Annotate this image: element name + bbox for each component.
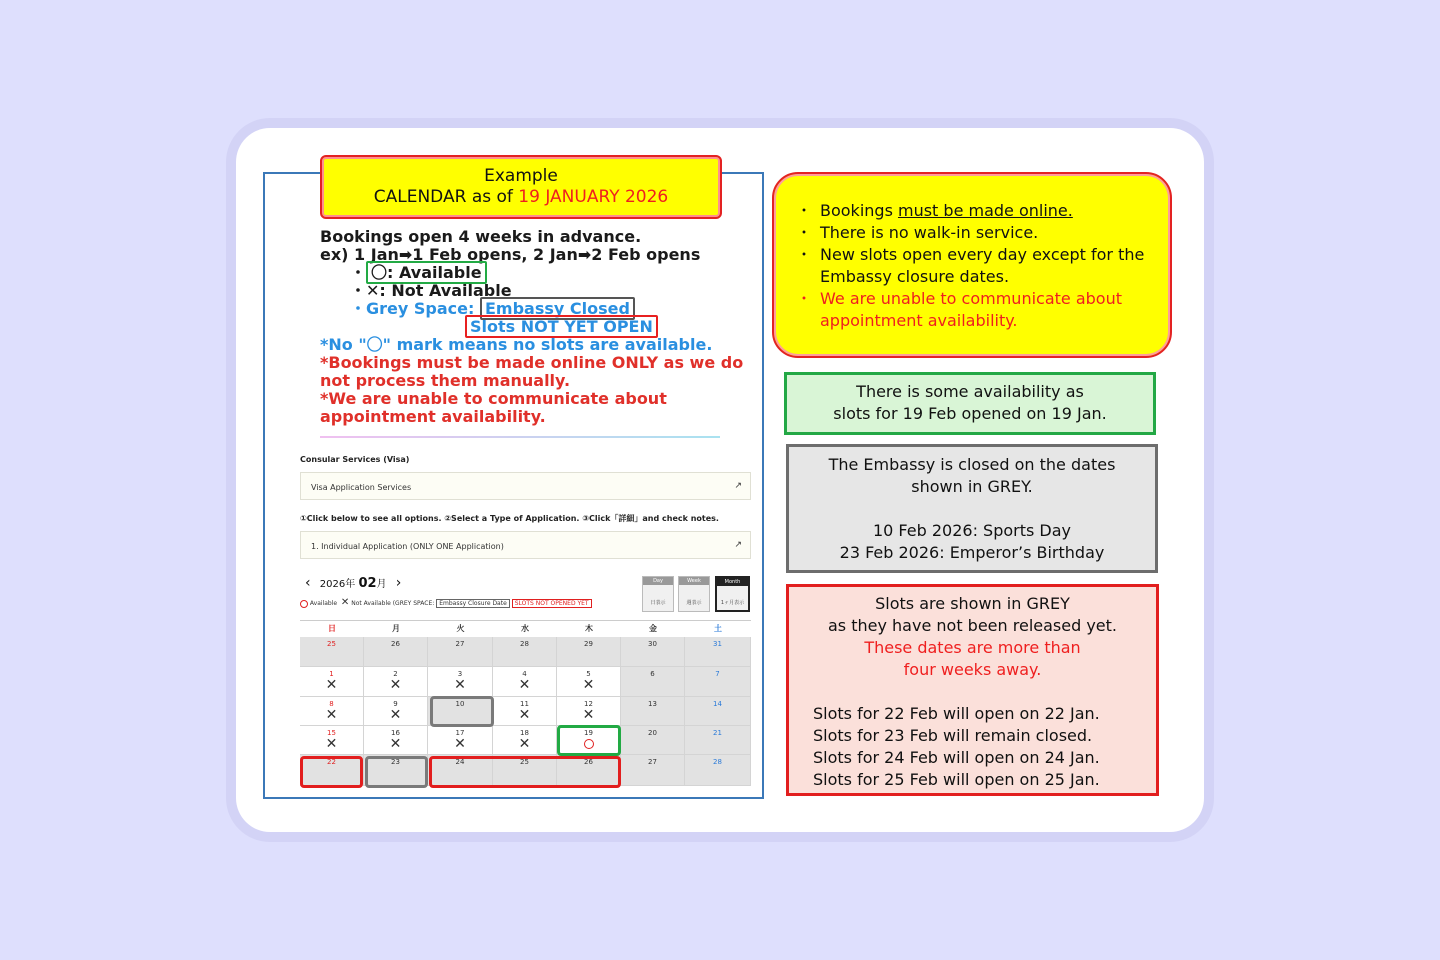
day-number: 13 — [648, 700, 657, 708]
cross-icon: ✕ — [518, 736, 531, 752]
cross-icon: ✕ — [518, 677, 531, 693]
cross-icon: ✕ — [325, 736, 338, 752]
cross-icon: ✕ — [582, 707, 595, 723]
day-view-button[interactable] — [642, 576, 674, 612]
calendar-day — [493, 667, 557, 697]
week-view-label: 週表示 — [686, 600, 702, 606]
instruction-line: *Bookings must be made online ONLY as we do — [320, 353, 744, 372]
cross-icon: ✕ — [454, 736, 466, 752]
example-date: 19 JANUARY 2026 — [518, 187, 669, 207]
calendar-day — [493, 697, 557, 726]
example-banner — [320, 155, 722, 219]
day-number: 20 — [648, 729, 657, 737]
weekday-label: 月 — [392, 624, 400, 633]
calendar-day — [364, 667, 428, 697]
calendar-day — [300, 637, 364, 667]
day-number: 31 — [713, 640, 722, 648]
application-select-value: 1. Individual Application (ONLY ONE Application) — [311, 542, 504, 551]
day-number: 27 — [455, 640, 465, 648]
closure-date: 23 Feb 2026: — [839, 543, 945, 562]
day-number: 19 — [584, 729, 593, 737]
release-line: Slots for 23 Feb will remain closed. — [813, 726, 1093, 745]
rule-item: ・ There is no walk-in service. — [796, 222, 1156, 244]
booking-instructions — [320, 227, 744, 426]
day-number: 9 — [393, 700, 398, 708]
calendar-day — [685, 637, 751, 667]
day-number: 22 — [327, 758, 336, 766]
divider — [320, 436, 720, 438]
calendar-day — [364, 697, 428, 726]
closure-date-line — [789, 542, 1155, 564]
legend-not-available: Not Available (GREY SPACE: — [351, 600, 435, 607]
day-number: 26 — [584, 758, 593, 766]
note-line: These dates are more than — [864, 638, 1081, 657]
day-number: 25 — [520, 758, 529, 766]
cross-icon: ✕ — [518, 707, 531, 723]
day-number: 24 — [455, 758, 465, 766]
calendar-day — [685, 726, 751, 755]
available-label: 〇: Available — [366, 261, 487, 284]
legend-closure: Embassy Closure Date — [436, 599, 510, 608]
calendar-day — [621, 726, 685, 755]
service-select-value: Visa Application Services — [311, 483, 412, 492]
day-number: 6 — [650, 670, 655, 678]
service-select[interactable] — [300, 472, 751, 500]
weekday-label: 金 — [649, 624, 657, 633]
application-select[interactable] — [300, 531, 751, 559]
spacer — [789, 681, 1156, 703]
cross-icon: ✕ — [325, 707, 338, 723]
rule-item: ・ New slots open every day except for the Embassy closure dates. — [796, 244, 1156, 288]
month-navigation — [305, 575, 401, 591]
day-number: 29 — [584, 640, 593, 648]
calendar-day — [685, 755, 751, 786]
cross-icon: ✕ — [389, 707, 402, 723]
day-number: 2 — [393, 670, 398, 678]
external-link-icon: ↗ — [734, 540, 742, 550]
next-month-button[interactable]: › — [395, 575, 402, 591]
instruction-line: *We are unable to communicate about — [320, 389, 667, 408]
month-unit: 月 — [376, 579, 387, 590]
available-highlight — [557, 725, 621, 756]
calendar-day — [557, 637, 621, 667]
section-title: Consular Services (Visa) — [300, 455, 410, 464]
day-number: 18 — [520, 729, 529, 737]
cross-icon: ✕ — [582, 677, 595, 693]
month-view-button[interactable] — [715, 576, 750, 612]
calendar-day — [557, 667, 621, 697]
bullet: ・ — [350, 263, 367, 282]
closure-highlight — [430, 696, 494, 727]
day-number: 30 — [648, 640, 657, 648]
day-number: 26 — [391, 640, 400, 648]
legend-not-available-line: ・✕: Not Available — [350, 281, 512, 300]
legend-available: Available — [309, 600, 338, 607]
note-line: Slots are shown in GREY — [875, 594, 1070, 613]
month-view-label: 1ヶ月表示 — [720, 600, 745, 606]
prev-month-button[interactable]: ‹ — [305, 575, 311, 591]
note-line: as they have not been released yet. — [828, 616, 1117, 635]
embassy-closed-label: Embassy Closed — [480, 297, 635, 320]
booking-rules-box — [772, 172, 1172, 358]
day-number: 15 — [327, 729, 336, 737]
instruction-line: *No "〇" mark means no slots are available. — [320, 335, 713, 354]
instruction-line: not process them manually. — [320, 371, 571, 390]
instructions-text: ①Click below to see all options. ②Select a Type of Application. ③Click「詳細」and check notes. — [300, 514, 719, 523]
calendar-day — [364, 637, 428, 667]
note-line: shown in GREY. — [911, 477, 1033, 496]
calendar-day — [300, 667, 364, 697]
day-view-head: Day — [643, 577, 673, 585]
month-year: 2026年 — [319, 579, 356, 590]
cross-icon: ✕ — [389, 736, 402, 752]
closure-name: Sports Day — [977, 521, 1072, 540]
rule-emphasis: must be made online. — [897, 201, 1073, 220]
day-number: 10 — [455, 700, 465, 708]
calendar-day — [300, 697, 364, 726]
weekday-label: 日 — [328, 624, 336, 633]
calendar-day — [364, 726, 428, 755]
week-view-head: Week — [679, 577, 709, 585]
rule-item: ・ We are unable to communicate about appointment availability. — [796, 288, 1156, 332]
month-view-head: Month — [717, 578, 748, 586]
calendar-day — [685, 697, 751, 726]
legend-not-opened: SLOTS NOT OPENED YET — [512, 599, 592, 608]
calendar-day — [621, 667, 685, 697]
view-selector — [642, 576, 750, 612]
weekday-label: 土 — [714, 624, 722, 633]
legend-available-line — [320, 264, 730, 282]
day-number: 12 — [584, 700, 593, 708]
instruction-line: Bookings open 4 weeks in advance. — [320, 227, 642, 246]
rule-item — [796, 200, 1156, 222]
example-subtitle — [322, 187, 720, 208]
day-number: 27 — [648, 758, 657, 766]
note-line: four weeks away. — [903, 660, 1042, 679]
weekday-label: 火 — [456, 624, 465, 633]
day-number: 7 — [715, 670, 720, 678]
calendar-day — [300, 726, 364, 755]
cross-icon: ✕ — [389, 677, 402, 693]
calendar-day — [493, 726, 557, 755]
circle-icon — [300, 600, 308, 608]
not-open-highlight — [429, 756, 621, 788]
week-view-button[interactable] — [678, 576, 710, 612]
weekday-label: 木 — [585, 624, 593, 633]
instruction-line: ex) 1 Jan➡1 Feb opens, 2 Jan➡2 Feb opens — [320, 245, 701, 264]
day-number: 14 — [713, 700, 722, 708]
day-number: 11 — [520, 700, 529, 708]
note-line: slots for 19 Feb opened on 19 Jan. — [833, 404, 1107, 423]
availability-note — [784, 372, 1156, 435]
closure-note — [786, 444, 1158, 573]
day-number: 1 — [329, 670, 334, 678]
legend-not-open-line — [320, 318, 730, 336]
weekday-label: 水 — [521, 624, 529, 633]
calendar-day — [621, 755, 685, 786]
day-number: 5 — [586, 670, 591, 678]
day-number: 3 — [457, 670, 463, 678]
closure-highlight — [365, 756, 428, 788]
day-number: 17 — [455, 729, 465, 737]
rule-text: Bookings — [820, 201, 898, 220]
note-line: The Embassy is closed on the dates — [828, 455, 1116, 474]
day-number: 25 — [327, 640, 336, 648]
calendar-day — [685, 667, 751, 697]
not-yet-open-label: Slots NOT YET OPEN — [465, 315, 658, 338]
calendar-day — [493, 637, 557, 667]
cross-icon: ✕ — [454, 677, 466, 693]
day-number: 28 — [520, 640, 529, 648]
calendar-day — [428, 667, 493, 697]
day-number: 21 — [713, 729, 722, 737]
closure-name: Emperor’s Birthday — [944, 543, 1105, 562]
external-link-icon: ↗ — [734, 481, 742, 491]
release-line: Slots for 24 Feb will open on 24 Jan. — [813, 748, 1100, 767]
day-number: 8 — [329, 700, 334, 708]
day-number: 28 — [713, 758, 722, 766]
closure-date: 10 Feb 2026: — [872, 521, 978, 540]
month-number: 02 — [358, 576, 377, 591]
release-line: Slots for 22 Feb will open on 22 Jan. — [813, 704, 1100, 723]
not-open-highlight — [300, 756, 363, 788]
calendar-day — [621, 697, 685, 726]
release-line: Slots for 25 Feb will open on 25 Jan. — [813, 770, 1100, 789]
grey-space-label: ・Grey Space: — [350, 299, 480, 318]
calendar-day — [621, 637, 685, 667]
day-view-label: 日表示 — [650, 600, 666, 606]
note-line: There is some availability as — [856, 382, 1084, 401]
cross-icon: ✕ — [325, 677, 338, 693]
day-number: 23 — [391, 758, 400, 766]
calendar-day — [428, 637, 493, 667]
calendar-day — [428, 726, 493, 755]
cross-icon: ✕ — [340, 597, 350, 608]
unreleased-note — [786, 584, 1159, 796]
calendar-day — [557, 697, 621, 726]
example-title: Example — [484, 166, 558, 186]
closure-date-line — [789, 520, 1155, 542]
calendar-legend — [300, 597, 592, 608]
spacer — [789, 498, 1155, 520]
instruction-line: appointment availability. — [320, 407, 546, 426]
example-subtitle-prefix: CALENDAR as of — [373, 187, 519, 207]
day-number: 4 — [522, 670, 527, 678]
day-number: 16 — [391, 729, 400, 737]
